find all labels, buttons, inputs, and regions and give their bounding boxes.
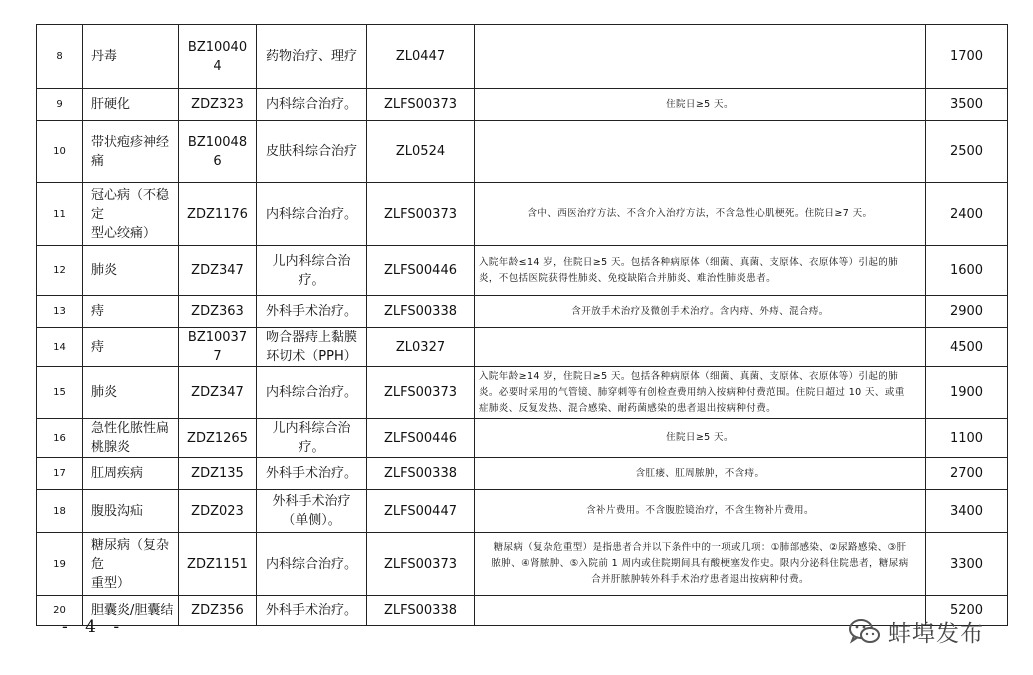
table-row xyxy=(37,328,1008,367)
row-number-text: 10 xyxy=(53,146,66,157)
disease-code-text: ZDZ356 xyxy=(191,603,244,618)
treatment-code-text: ZLFS00373 xyxy=(383,206,457,222)
treatment-code xyxy=(367,533,475,596)
treatment-method-text: 内科综合治疗。 xyxy=(265,97,357,112)
disease-name-text: 丹毒 xyxy=(91,49,118,64)
treatment-code xyxy=(367,458,475,490)
table-row xyxy=(37,490,1008,533)
remark-text: 含中、西医治疗方法、不含介入治疗方法，不含急性心肌梗死。住院日≥7 天。 xyxy=(527,208,873,219)
remark xyxy=(475,328,926,367)
disease-code-text: BZ10040 4 xyxy=(187,39,248,74)
remark xyxy=(475,121,926,183)
table-row xyxy=(37,25,1008,89)
treatment-code xyxy=(367,121,475,183)
treatment-code-text: ZLFS00447 xyxy=(383,503,457,519)
treatment-method-text: 内科综合治疗。 xyxy=(265,206,357,222)
disease-name xyxy=(83,183,179,246)
fee-amount-text: 3300 xyxy=(949,556,984,572)
fee-amount xyxy=(926,367,1008,419)
treatment-method xyxy=(257,367,367,419)
row-number-text: 12 xyxy=(53,265,66,276)
disease-code-text: ZDZ363 xyxy=(191,304,244,319)
disease-code xyxy=(179,25,257,89)
disease-code-text: ZDZ023 xyxy=(191,503,244,519)
disease-code-text: BZ10048 6 xyxy=(187,134,248,169)
fee-amount xyxy=(926,89,1008,121)
disease-name-text: 糖尿病（复杂危 重型） xyxy=(91,537,170,591)
treatment-code xyxy=(367,419,475,458)
disease-name-text: 胆囊炎/胆囊结 xyxy=(91,603,174,618)
disease-code-text: BZ10037 7 xyxy=(187,330,248,364)
table-row xyxy=(37,121,1008,183)
page-number: - 4 - xyxy=(62,617,126,637)
treatment-code xyxy=(367,490,475,533)
row-number-text: 11 xyxy=(53,208,66,220)
fee-amount xyxy=(926,25,1008,89)
treatment-code xyxy=(367,596,475,626)
fee-amount-text: 5200 xyxy=(949,603,984,618)
treatment-code-text: ZLFS00338 xyxy=(383,603,457,618)
row-number-text: 15 xyxy=(53,387,66,398)
remark xyxy=(475,490,926,533)
disease-code xyxy=(179,89,257,121)
treatment-method xyxy=(257,419,367,458)
disease-name-text: 肺炎 xyxy=(91,385,118,400)
row-number xyxy=(37,296,83,328)
disease-name xyxy=(83,246,179,296)
disease-name xyxy=(83,367,179,419)
fee-amount-text: 3400 xyxy=(949,503,984,519)
fee-amount-text: 4500 xyxy=(949,339,984,355)
treatment-method-text: 外科手术治疗。 xyxy=(265,603,357,618)
disease-name xyxy=(83,121,179,183)
disease-code xyxy=(179,296,257,328)
treatment-method-text: 外科手术治疗。 xyxy=(265,466,357,481)
table-row xyxy=(37,367,1008,419)
disease-name-text: 肺炎 xyxy=(91,263,118,278)
disease-name xyxy=(83,458,179,490)
fee-amount-text: 2400 xyxy=(949,206,984,222)
disease-code-text: ZDZ347 xyxy=(191,263,244,278)
table-row xyxy=(37,419,1008,458)
remark xyxy=(475,419,926,458)
fee-amount xyxy=(926,419,1008,458)
wechat-icon xyxy=(848,618,882,646)
row-number-text: 14 xyxy=(53,341,66,353)
remark-text: 含开放手术治疗及微创手术治疗。含内痔、外痔、混合痔。 xyxy=(571,305,829,317)
row-number xyxy=(37,328,83,367)
fee-amount xyxy=(926,296,1008,328)
treatment-method-text: 儿内科综合治 疗。 xyxy=(272,253,351,288)
treatment-code-text: ZLFS00373 xyxy=(383,556,457,572)
remark xyxy=(475,458,926,490)
disease-name xyxy=(83,328,179,367)
remark xyxy=(475,296,926,328)
treatment-code-text: ZLFS00373 xyxy=(383,385,457,400)
table-row xyxy=(37,533,1008,596)
treatment-code xyxy=(367,328,475,367)
disease-code xyxy=(179,458,257,490)
fee-table xyxy=(36,24,1008,626)
disease-code-text: ZDZ1265 xyxy=(187,430,248,446)
remark xyxy=(475,367,926,419)
fee-amount-text: 3500 xyxy=(949,97,984,112)
treatment-method xyxy=(257,183,367,246)
treatment-code-text: ZLFS00338 xyxy=(383,304,457,319)
remark xyxy=(475,183,926,246)
disease-name-text: 痔 xyxy=(91,304,105,319)
treatment-code xyxy=(367,183,475,246)
disease-name xyxy=(83,419,179,458)
row-number-text: 16 xyxy=(53,432,66,444)
treatment-code xyxy=(367,246,475,296)
treatment-method xyxy=(257,533,367,596)
treatment-code-text: ZL0327 xyxy=(395,339,446,355)
row-number xyxy=(37,490,83,533)
table-row xyxy=(37,458,1008,490)
disease-code-text: ZDZ1176 xyxy=(187,206,248,222)
row-number-text: 8 xyxy=(56,51,63,62)
remark-text: 入院年龄≥14 岁，住院日≥5 天。包括各种病原体（细菌、真菌、支原体、衣原体等）引起的肺 炎。必要时采用的气管镜、肺穿刺等有创检查费用纳入按病种付费范围。住院日超过 10 天、或重 症肺炎、反复发热、混合感染、耐药菌感染的患者退出按病种付费。 xyxy=(479,370,905,414)
treatment-method xyxy=(257,25,367,89)
disease-name-text: 痔 xyxy=(91,339,105,355)
disease-code-text: ZDZ347 xyxy=(191,385,244,400)
disease-code-text: ZDZ135 xyxy=(191,466,244,481)
fee-amount xyxy=(926,533,1008,596)
treatment-method-text: 内科综合治疗。 xyxy=(265,385,357,400)
fee-amount xyxy=(926,246,1008,296)
treatment-code xyxy=(367,296,475,328)
treatment-method-text: 外科手术治疗。 xyxy=(265,304,357,319)
watermark xyxy=(848,615,984,648)
fee-amount xyxy=(926,183,1008,246)
disease-code-text: ZDZ323 xyxy=(191,97,244,112)
treatment-code-text: ZLFS00446 xyxy=(383,263,457,278)
remark-text: 含补片费用。不含腹腔镜治疗，不含生物补片费用。 xyxy=(586,505,814,516)
remark xyxy=(475,25,926,89)
fee-amount-text: 1100 xyxy=(949,430,984,446)
treatment-method-text: 皮肤科综合治疗 xyxy=(265,144,357,159)
row-number xyxy=(37,183,83,246)
disease-name xyxy=(83,296,179,328)
row-number-text: 20 xyxy=(53,605,66,616)
remark-text: 住院日≥5 天。 xyxy=(666,432,734,443)
treatment-method xyxy=(257,246,367,296)
treatment-code-text: ZL0524 xyxy=(395,144,446,159)
table-row xyxy=(37,296,1008,328)
treatment-method xyxy=(257,296,367,328)
fee-amount-text: 1700 xyxy=(949,49,984,64)
treatment-method-text: 吻合器痔上黏膜 环切术（PPH） xyxy=(265,330,357,364)
table-row xyxy=(37,89,1008,121)
table-row xyxy=(37,183,1008,246)
disease-code xyxy=(179,490,257,533)
disease-code xyxy=(179,367,257,419)
fee-amount xyxy=(926,121,1008,183)
disease-name-text: 急性化脓性扁 桃腺炎 xyxy=(91,421,170,455)
treatment-method-text: 内科综合治疗。 xyxy=(265,556,357,572)
remark xyxy=(475,246,926,296)
disease-name-text: 冠心病（不稳定 型心绞痛） xyxy=(91,187,170,241)
treatment-method-text: 外科手术治疗 （单侧）。 xyxy=(272,494,351,528)
fee-amount xyxy=(926,328,1008,367)
table-row xyxy=(37,246,1008,296)
row-number xyxy=(37,89,83,121)
remark-text: 住院日≥5 天。 xyxy=(666,98,734,110)
disease-code xyxy=(179,121,257,183)
treatment-method xyxy=(257,89,367,121)
remark-text: 糖尿病（复杂危重型）是指患者合并以下条件中的一项或几项：①肺部感染、②尿路感染、③肝 脓肿、④肾脓肿、⑤入院前 1 周内或住院期间具有酸梗塞发作史。限内分泌科住院患者，糖尿病 合并肝脓肿转外科手术治疗患者退出按病种付费。 xyxy=(491,542,909,585)
disease-code xyxy=(179,596,257,626)
remark-text: 含肛瘘、肛周脓肿，不含痔。 xyxy=(635,467,765,479)
treatment-code xyxy=(367,89,475,121)
treatment-code xyxy=(367,367,475,419)
row-number xyxy=(37,246,83,296)
row-number-text: 9 xyxy=(56,99,63,110)
row-number xyxy=(37,121,83,183)
fee-amount xyxy=(926,490,1008,533)
disease-name xyxy=(83,490,179,533)
row-number xyxy=(37,25,83,89)
disease-code xyxy=(179,183,257,246)
watermark-text: 蚌埠发布 xyxy=(888,621,984,647)
treatment-code-text: ZLFS00338 xyxy=(383,466,457,481)
remark-text: 入院年龄≤14 岁，住院日≥5 天。包括各种病原体（细菌、真菌、支原体、衣原体等）引起的肺 炎，不包括医院获得性肺炎、免疫缺陷合并肺炎、难治性肺炎患者。 xyxy=(479,256,899,284)
disease-name xyxy=(83,533,179,596)
disease-name xyxy=(83,25,179,89)
treatment-method-text: 儿内科综合治 疗。 xyxy=(272,421,351,455)
fee-amount-text: 2700 xyxy=(949,466,984,481)
treatment-method xyxy=(257,596,367,626)
disease-name-text: 肛周疾病 xyxy=(91,466,144,481)
fee-amount-text: 2900 xyxy=(949,304,984,319)
disease-name xyxy=(83,89,179,121)
treatment-method xyxy=(257,328,367,367)
row-number xyxy=(37,419,83,458)
treatment-method xyxy=(257,458,367,490)
row-number xyxy=(37,367,83,419)
fee-amount-text: 1900 xyxy=(949,385,984,400)
row-number-text: 18 xyxy=(53,505,66,517)
remark xyxy=(475,89,926,121)
treatment-code-text: ZL0447 xyxy=(395,49,446,64)
row-number-text: 13 xyxy=(53,306,66,317)
treatment-code-text: ZLFS00446 xyxy=(383,430,457,446)
disease-name-text: 带状疱疹神经 痛 xyxy=(91,134,170,169)
treatment-method xyxy=(257,490,367,533)
disease-code-text: ZDZ1151 xyxy=(187,556,248,572)
disease-code xyxy=(179,419,257,458)
disease-code xyxy=(179,246,257,296)
treatment-method-text: 药物治疗、理疗 xyxy=(265,49,357,64)
disease-code xyxy=(179,328,257,367)
treatment-code xyxy=(367,25,475,89)
disease-name-text: 肝硬化 xyxy=(91,97,131,112)
row-number xyxy=(37,458,83,490)
fee-amount-text: 1600 xyxy=(949,263,984,278)
row-number xyxy=(37,533,83,596)
disease-code xyxy=(179,533,257,596)
row-number-text: 19 xyxy=(53,558,66,570)
fee-amount xyxy=(926,458,1008,490)
row-number-text: 17 xyxy=(53,468,66,479)
treatment-code-text: ZLFS00373 xyxy=(383,97,457,112)
fee-amount-text: 2500 xyxy=(949,144,984,159)
remark xyxy=(475,533,926,596)
treatment-method xyxy=(257,121,367,183)
disease-name-text: 腹股沟疝 xyxy=(91,503,144,519)
